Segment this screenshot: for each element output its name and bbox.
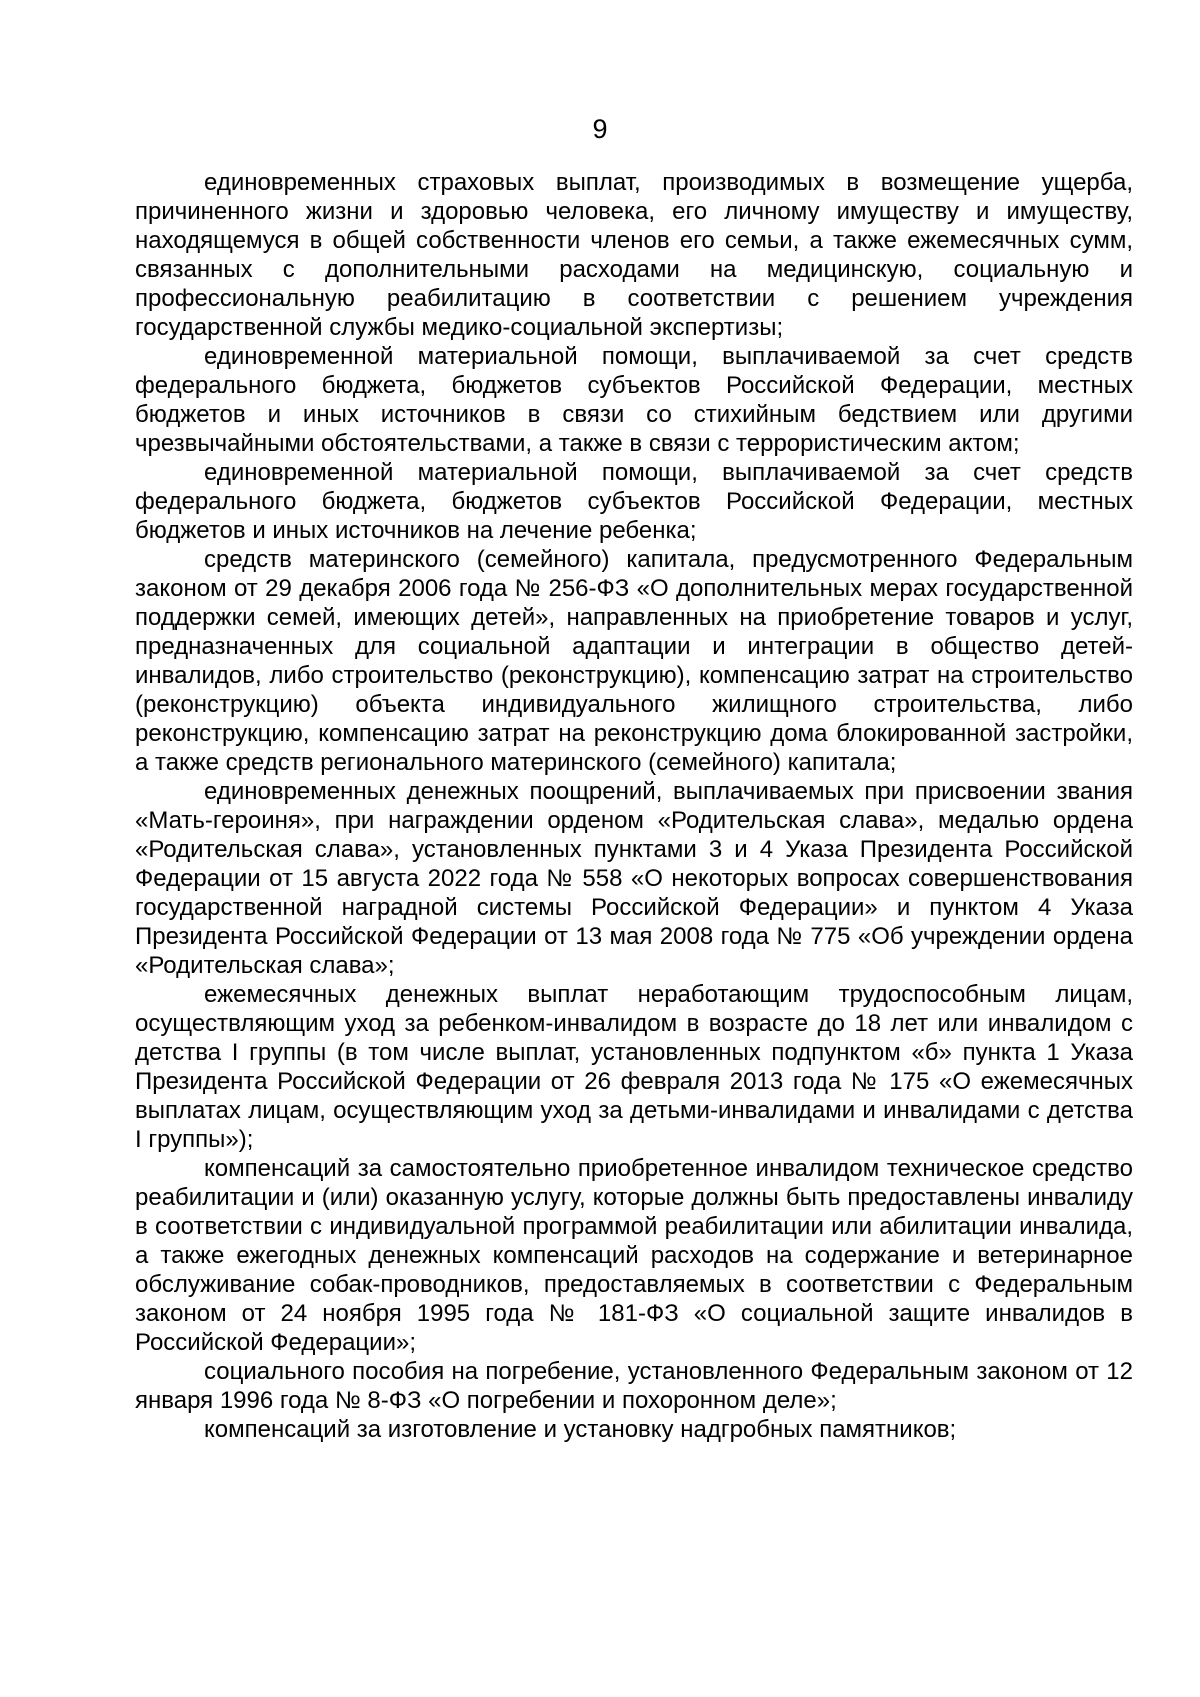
paragraph-heroine-mother-rewards: единовременных денежных поощрений, выплачиваемых при присвоении звания «Мать-героиня», при награждении орденом «Родительская слава», медалью ордена «Родительская слава», установленных пунктами 3 и 4 Указа Президента Российской Федерации от 15 августа 2022 года № 558 «О некоторых вопросах совершенствования государственной наградной системы Российской Федерации» и пунктом 4 Указа Президента Российской Федерации от 13 мая 2008 года № 775 «Об учреждении ордена «Родительская слава»; [135, 778, 1133, 979]
paragraph-insurance-payments: единовременных страховых выплат, производимых в возмещение ущерба, причиненного жизни и здоровью человека, его личному имуществу и имуществу, находящемуся в общей собственности членов его семьи, а также ежемесячных сумм, связанных с дополнительными расходами на медицинскую, социальную и профессиональную реабилитацию в соответствии с решением учреждения государственной службы медико-социальной экспертизы; [135, 169, 1133, 341]
paragraph-disaster-aid: единовременной материальной помощи, выплачиваемой за счет средств федерального бюджета, бюджетов субъектов Российской Федерации, местных бюджетов и иных источников в связи со стихийным бедствием или другими чрезвычайными обстоятельствами, а также в связи с террористическим актом; [135, 343, 1133, 457]
paragraph-maternity-capital: средств материнского (семейного) капитала, предусмотренного Федеральным законом от 29 декабря 2006 года № 256-ФЗ «О дополнительных мерах государственной поддержки семей, имеющих детей», направленных на приобретение товаров и услуг, предназначенных для социальной адаптации и интеграции в общество детей-инвалидов, либо строительство (реконструкцию), компенсацию затрат на строительство (реконструкцию) объекта индивидуального жилищного строительства, либо реконструкцию, компенсацию затрат на реконструкцию дома блокированной застройки, а также средств регионального материнского (семейного) капитала; [135, 546, 1133, 776]
paragraph-rehabilitation-compensation: компенсаций за самостоятельно приобретенное инвалидом техническое средство реабилитации и (или) оказанную услугу, которые должны быть предоставлены инвалиду в соответствии с индивидуальной программой реабилитации или абилитации инвалида, а также ежегодных денежных компенсаций расходов на содержание и ветеринарное обслуживание собак-проводников, предоставляемых в соответствии с Федеральным законом от 24 ноября 1995 года № 181-ФЗ «О социальной защите инвалидов в Российской Федерации»; [135, 1155, 1133, 1356]
paragraph-caregiver-payments: ежемесячных денежных выплат неработающим трудоспособным лицам, осуществляющим уход за ребенком-инвалидом в возрасте до 18 лет или инвалидом с детства I группы (в том числе выплат, установленных подпунктом «б» пункта 1 Указа Президента Российской Федерации от 26 февраля 2013 года № 175 «О ежемесячных выплатах лицам, осуществляющим уход за детьми-инвалидами и инвалидами с детства I группы»); [135, 981, 1133, 1153]
page-number: 9 [592, 114, 608, 144]
paragraph-child-treatment-aid: единовременной материальной помощи, выплачиваемой за счет средств федерального бюджета, бюджетов субъектов Российской Федерации, местных бюджетов и иных источников на лечение ребенка; [135, 459, 1133, 544]
document-body [135, 168, 1133, 1444]
paragraph-tombstone-compensation: компенсаций за изготовление и установку надгробных памятников; [204, 1416, 957, 1443]
paragraph-burial-allowance: социального пособия на погребение, установленного Федеральным законом от 12 января 1996 года № 8-ФЗ «О погребении и похоронном деле»; [135, 1358, 1133, 1414]
